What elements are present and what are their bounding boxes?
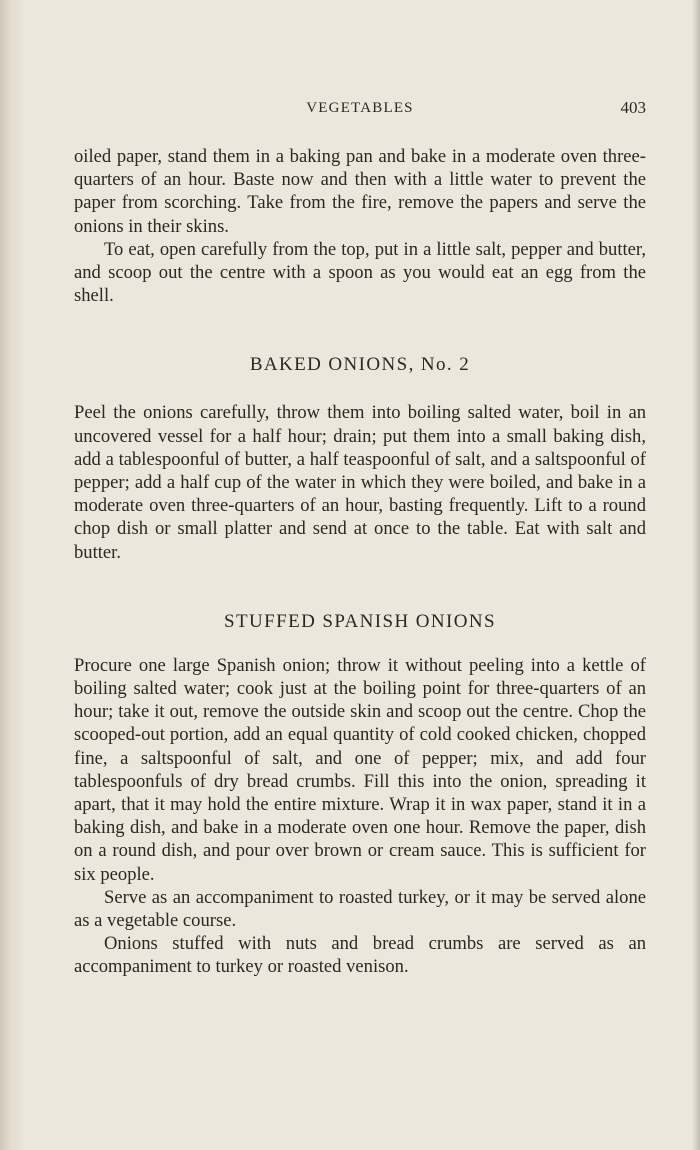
intro-paragraph-2: To eat, open carefully from the top, put in a little salt, pepper and butter, and scoop out the centre with a spoon as you would eat an egg from the shell.	[74, 238, 646, 307]
intro-section	[74, 145, 646, 307]
stuffed-onions-section	[74, 610, 646, 979]
baked-onions-section	[74, 353, 646, 563]
stuffed-onions-paragraph-1: Procure one large Spanish onion; throw it without peeling into a kettle of boiling salted water; cook just at the boiling point for three-quarters of an hour; take it out, remove the outside skin and scoop out the centre. Chop the scooped-out portion, add an equal quantity of cold cooked chicken, chopped fine, a saltspoonful of salt, and one of pepper; mix, and add four tablespoonfuls of dry bread crumbs. Fill this into the onion, spreading it apart, that it may hold the entire mixture. Wrap it in wax paper, stand it in a baking dish, and bake in a moderate oven one hour. Remove the paper, dish on a round dish, and pour over brown or cream sauce. This is sufficient for six people.	[74, 654, 646, 885]
section-heading-stuffed-spanish-onions: STUFFED SPANISH ONIONS	[224, 610, 496, 632]
running-title: VEGETABLES	[306, 100, 414, 116]
section-heading-baked-onions: BAKED ONIONS, No. 2	[249, 354, 471, 376]
baked-onions-paragraph-1: Peel the onions carefully, throw them into boiling salted water, boil in an uncovered vessel for a half hour; drain; put them into a small baking dish, add a tablespoonful of butter, a half teaspoonful of salt, and a saltspoonful of pepper; add a half cup of the water in which they were boiled, and bake in a moderate oven three-quarters of an hour, basting frequently. Lift to a round chop dish or small platter and send at once to the table. Eat with salt and butter.	[74, 402, 646, 563]
page-body	[74, 145, 646, 979]
running-head	[74, 100, 646, 122]
stuffed-onions-paragraph-3: Onions stuffed with nuts and bread crumbs are served as an accompaniment to turkey or roasted venison.	[74, 933, 646, 978]
stuffed-onions-paragraph-2: Serve as an accompaniment to roasted turkey, or it may be served alone as a vegetable course.	[74, 886, 646, 932]
page-number: 403	[620, 98, 646, 117]
intro-paragraph-1: oiled paper, stand them in a baking pan and bake in a moderate oven three-quarters of an hour. Baste now and then with a little water to prevent the paper from scorching. Take from the fire, remove the papers and serve the onions in their skins.	[74, 146, 646, 237]
